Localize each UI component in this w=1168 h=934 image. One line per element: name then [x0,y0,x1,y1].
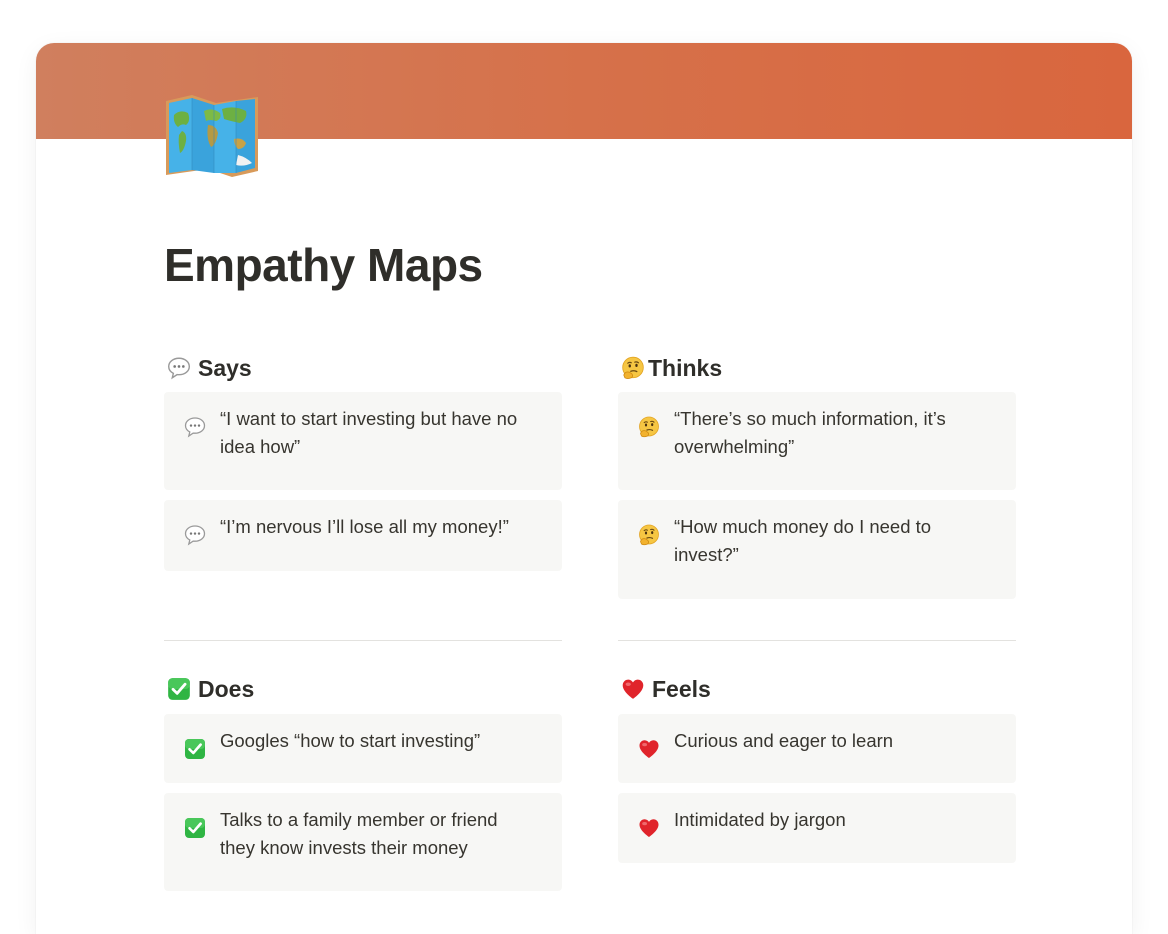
thinking-face-icon [618,354,648,382]
left-divider [164,640,562,641]
page-title[interactable]: Empathy Maps [164,239,483,291]
does-heading-label: Does [198,675,255,702]
right-divider [618,640,1016,641]
feels-heading[interactable] [618,673,711,705]
says-card-2-text: “I’m nervous I’ll lose all my money!” [220,516,509,537]
says-heading-label: Says [198,354,252,381]
speech-bubble-icon [182,522,208,548]
does-heading[interactable] [164,673,254,705]
feels-card-2[interactable] [618,793,1016,863]
does-card-2[interactable] [164,793,562,891]
feels-card-1-text: Curious and eager to learn [674,730,894,751]
thinking-face-icon [636,522,662,548]
check-mark-icon [182,815,208,841]
thinks-heading-label: Thinks [648,354,723,381]
feels-card-2-text: Intimidated by jargon [674,809,846,830]
heart-icon [636,736,662,762]
thinking-face-icon [636,414,662,440]
thinks-heading[interactable] [618,352,722,384]
says-heading[interactable] [164,352,252,384]
heart-icon [618,675,648,703]
does-card-1-text: Googles “how to start investing” [220,730,481,751]
right-column [618,43,1016,934]
heart-icon [636,815,662,841]
check-mark-icon [164,675,194,703]
left-column [164,43,562,934]
thinks-card-1-text: “There’s so much information, it’s overwhelming” [674,408,946,457]
speech-bubble-icon [182,414,208,440]
says-card-1-text: “I want to start investing but have no idea how” [220,408,518,457]
says-card-1[interactable] [164,392,562,490]
thinks-card-2[interactable] [618,500,1016,599]
feels-heading-label: Feels [652,675,711,702]
does-card-2-text: Talks to a family member or friend they know invests their money [220,809,498,858]
thinks-card-2-text: “How much money do I need to invest?” [674,516,932,565]
page-frame [36,43,1132,934]
thinks-card-1[interactable] [618,392,1016,490]
check-mark-icon [182,736,208,762]
does-card-1[interactable] [164,714,562,783]
says-card-2[interactable] [164,500,562,571]
speech-bubble-icon [164,354,194,382]
feels-card-1[interactable] [618,714,1016,783]
